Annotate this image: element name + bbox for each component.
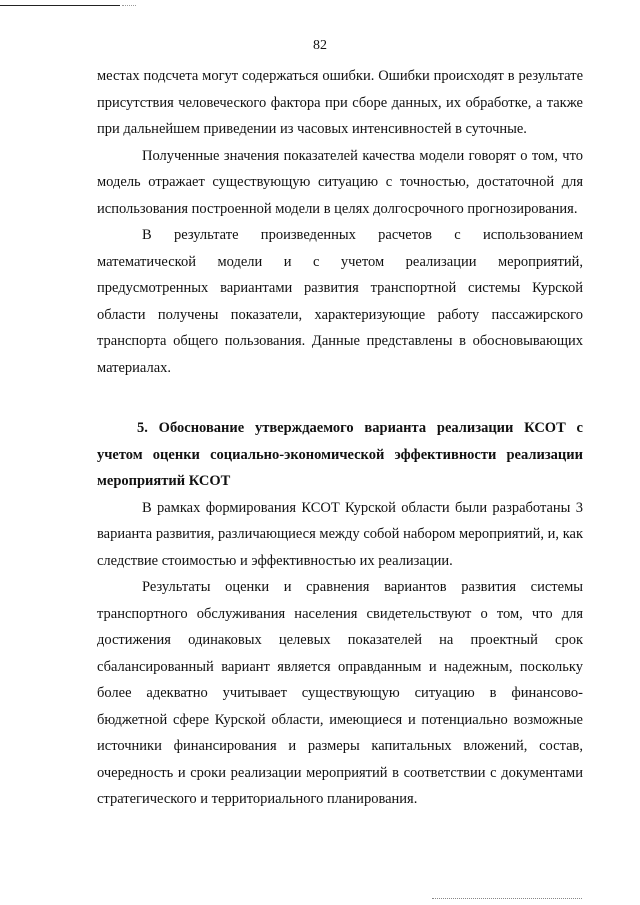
page-number: 82 — [313, 38, 327, 53]
paragraph-variants: В рамках формирования КСОТ Курской области были разработаны 3 варианта развития, различающиеся между собой набором мероприятий, и, как следствие стоимостью и эффективностью их реализации. — [97, 499, 583, 569]
paragraph-model-quality: Полученные значения показателей качества модели говорят о том, что модель отражает существующую ситуацию с точностью, достаточной для использования построенной модели в целях долгосрочного прогнозирования. — [97, 147, 583, 217]
paragraph-continuation: местах подсчета могут содержаться ошибки. Ошибки происходят в результате присутствия человеческого фактора при сборе данных, их обработке, а также при дальнейшем приведении из часовых интенсивностей в суточные. — [97, 68, 583, 137]
section-heading: 5. Обоснование утверждаемого варианта реализации КСОТ с учетом оценки социально-экономической эффективности реализации мероприятий КСОТ — [97, 420, 583, 489]
paragraph-calculation-results: В результате произведенных расчетов с использованием математической модели и с учетом реализации мероприятий, предусмотренных вариантами развития транспортной системы Курской области получены показатели, характеризующие работу пассажирского транспорта общего пользования. Данные представлены в обосновывающих материалах. — [97, 227, 583, 376]
scan-top-dots — [122, 5, 136, 6]
paragraph-evaluation-results: Результаты оценки и сравнения вариантов развития системы транспортного обслуживания населения свидетельствуют о том, что для достижения одинаковых целевых показателей на проектный срок сбалансированный вариант является оправданным и надежным, поскольку более адекватно учитывает существующую ситуацию в финансово-бюджетной сфере Курской области, имеющиеся и потенциально возможные источники финансирования и размеры капитальных вложений, состав, очередность и сроки реализации мероприятий в соответствии с документами стратегического и территориального планирования. — [97, 579, 583, 807]
document-body — [97, 63, 583, 813]
scan-top-rule — [0, 5, 120, 6]
scan-bottom-dots — [432, 898, 582, 899]
